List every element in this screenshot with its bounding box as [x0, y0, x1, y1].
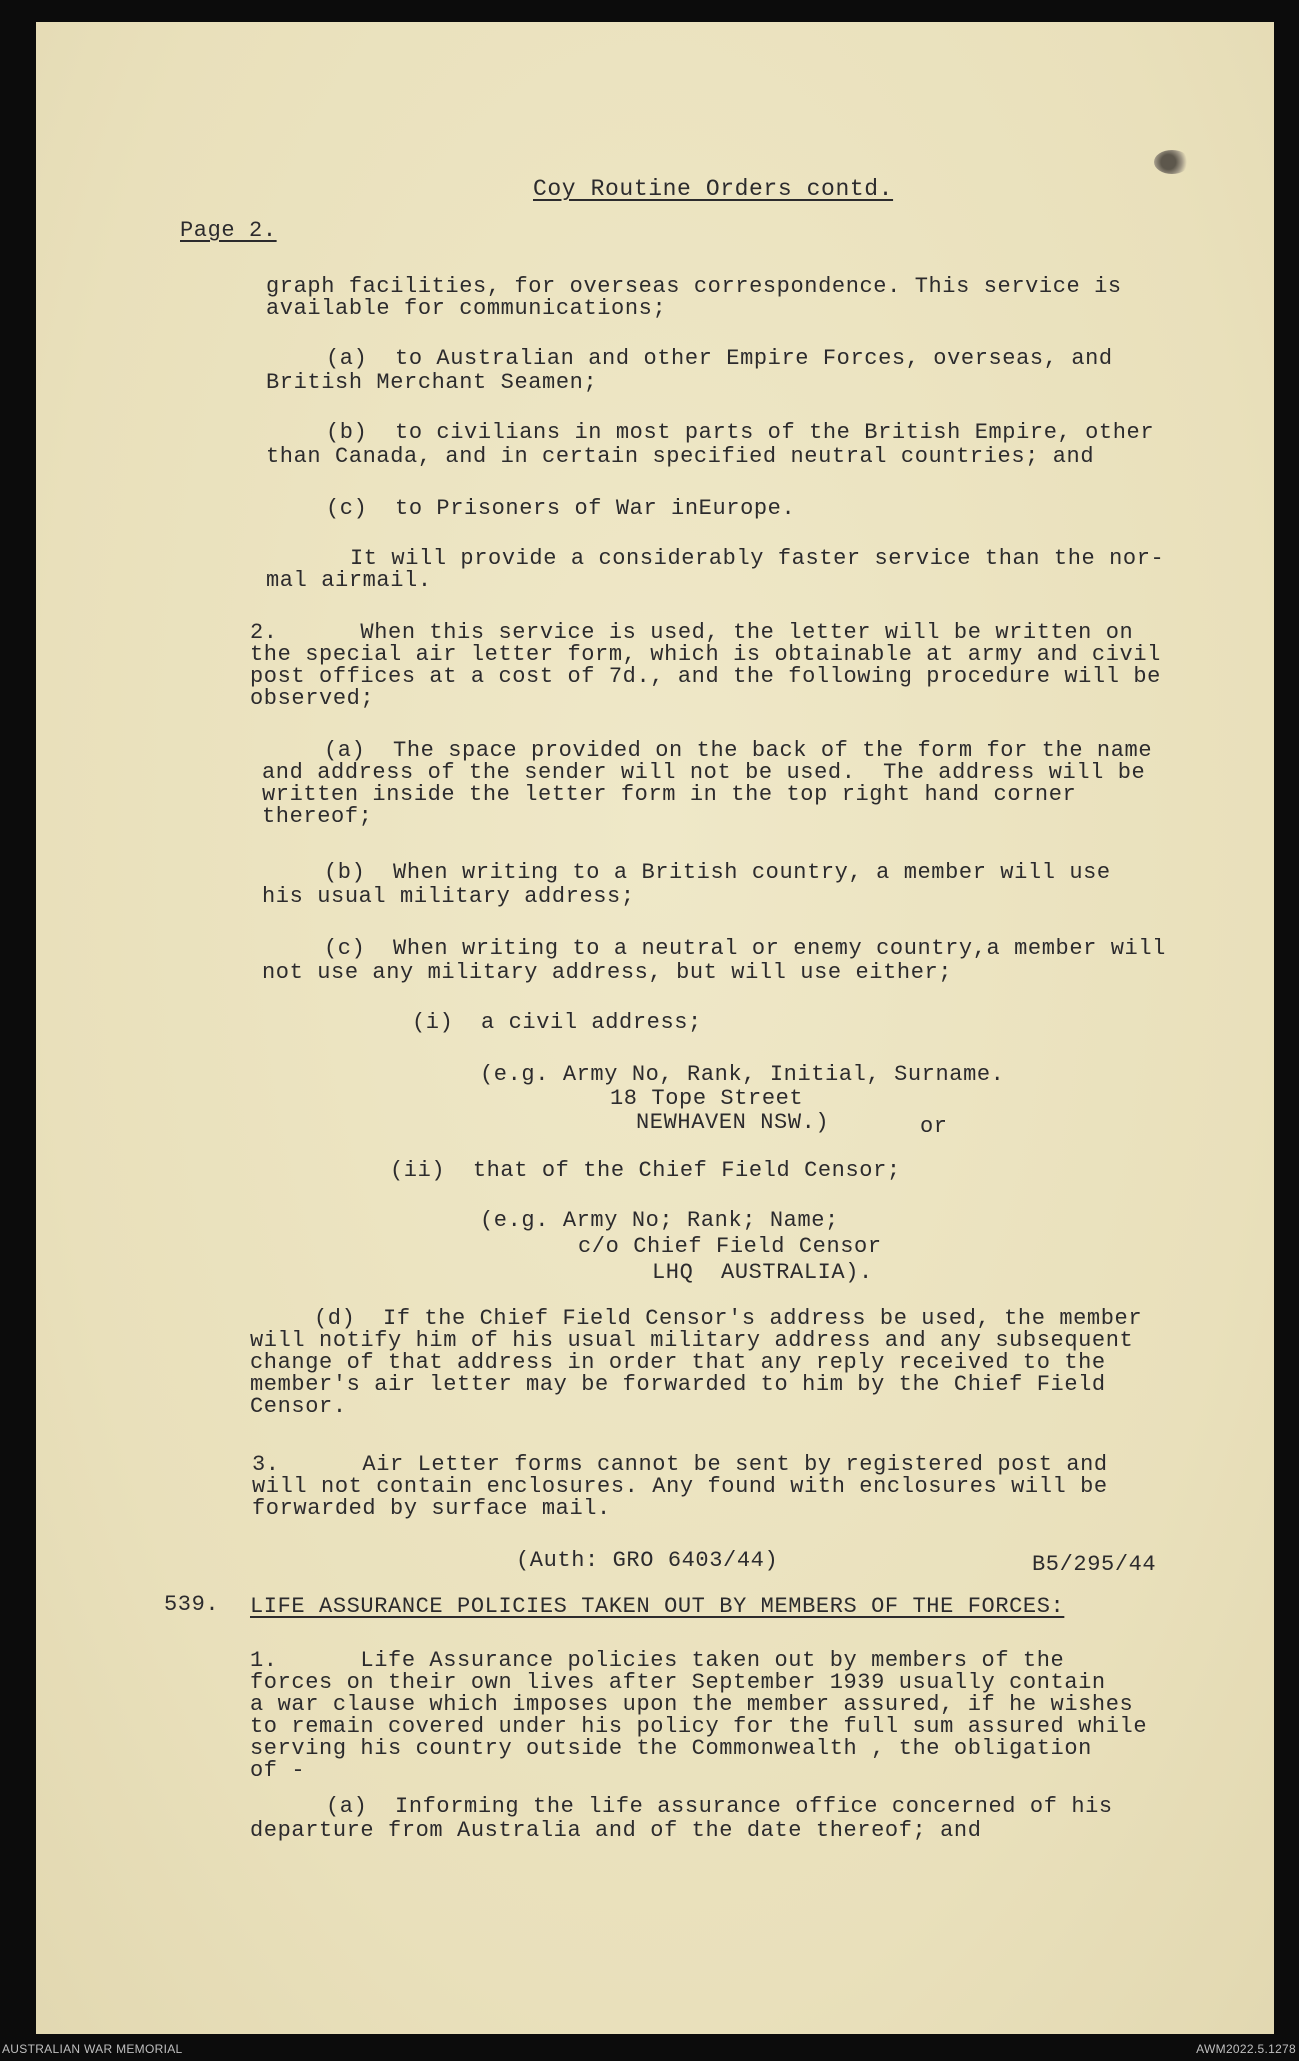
order-number: 539.	[164, 1592, 220, 1617]
text-line: 3. Air Letter forms cannot be sent by registered post and	[252, 1452, 1108, 1477]
text-line: LHQ AUSTRALIA).	[652, 1260, 873, 1285]
text-line: or	[920, 1114, 948, 1139]
authority-reference: (Auth: GRO 6403/44)	[516, 1548, 779, 1573]
text-line: a war clause which imposes upon the member assured, if he wishes	[250, 1692, 1134, 1717]
text-line: (a) Informing the life assurance office concerned of his	[326, 1794, 1113, 1819]
footer-archive-name: AUSTRALIAN WAR MEMORIAL	[2, 2042, 183, 2056]
file-reference: B5/295/44	[1032, 1552, 1157, 1577]
text-line: (ii) that of the Chief Field Censor;	[390, 1158, 901, 1183]
text-line: than Canada, and in certain specified neutral countries; and	[266, 444, 1095, 469]
section-heading: LIFE ASSURANCE POLICIES TAKEN OUT BY MEMBERS OF THE FORCES:	[250, 1594, 1065, 1619]
text-line: It will provide a considerably faster service than the nor-	[350, 546, 1165, 571]
text-line: thereof;	[262, 804, 373, 829]
text-line: (b) When writing to a British country, a member will use	[324, 860, 1111, 885]
footer-accession-number: AWM2022.5.1278	[1196, 2042, 1296, 2056]
text-line: of -	[250, 1758, 306, 1783]
text-line: (e.g. Army No; Rank; Name;	[480, 1208, 839, 1233]
text-line: forces on their own lives after September 1939 usually contain	[250, 1670, 1106, 1695]
text-line: (i) a civil address;	[412, 1010, 702, 1035]
text-line: departure from Australia and of the date thereof; and	[250, 1818, 982, 1843]
text-line: c/o Chief Field Censor	[578, 1234, 882, 1259]
text-line: will notify him of his usual military address and any subsequent	[250, 1328, 1134, 1353]
text-line: forwarded by surface mail.	[252, 1496, 611, 1521]
text-line: member's air letter may be forwarded to him by the Chief Field	[250, 1372, 1106, 1397]
text-line: observed;	[250, 686, 375, 711]
text-line: British Merchant Seamen;	[266, 370, 598, 395]
text-line: graph facilities, for overseas correspondence. This service is	[266, 274, 1122, 299]
text-line: available for communications;	[266, 296, 667, 321]
text-line: the special air letter form, which is obtainable at army and civil	[250, 642, 1161, 667]
page-label: Page 2.	[180, 218, 277, 243]
text-line: post offices at a cost of 7d., and the following procedure will be	[250, 664, 1161, 689]
text-line: serving his country outside the Commonwealth , the obligation	[250, 1736, 1092, 1761]
text-line: (c) to Prisoners of War inEurope.	[326, 496, 796, 521]
text-line: (e.g. Army No, Rank, Initial, Surname.	[480, 1062, 1005, 1087]
text-line: (a) The space provided on the back of the form for the name	[324, 738, 1153, 763]
text-line: and address of the sender will not be used. The address will be	[262, 760, 1146, 785]
text-line: to remain covered under his policy for the full sum assured while	[250, 1714, 1148, 1739]
text-line: Censor.	[250, 1394, 347, 1419]
text-line: (c) When writing to a neutral or enemy country,a member will	[324, 936, 1166, 961]
text-line: (d) If the Chief Field Censor's address be used, the member	[314, 1306, 1143, 1331]
paper-damage-mark	[1154, 150, 1190, 174]
text-line: written inside the letter form in the top right hand corner	[262, 782, 1077, 807]
text-line: 1. Life Assurance policies taken out by members of the	[250, 1648, 1065, 1673]
text-line: mal airmail.	[266, 568, 432, 593]
text-line: his usual military address;	[262, 884, 635, 909]
text-line: (b) to civilians in most parts of the British Empire, other	[326, 420, 1155, 445]
heading: Coy Routine Orders contd.	[533, 176, 894, 202]
text-line: NEWHAVEN NSW.)	[636, 1110, 830, 1135]
text-line: change of that address in order that any reply received to the	[250, 1350, 1106, 1375]
text-line: will not contain enclosures. Any found with enclosures will be	[252, 1474, 1108, 1499]
text-line: (a) to Australian and other Empire Forces, overseas, and	[326, 346, 1113, 371]
text-line: 18 Tope Street	[610, 1086, 804, 1111]
text-line: 2. When this service is used, the letter will be written on	[250, 620, 1134, 645]
text-line: not use any military address, but will use either;	[262, 960, 953, 985]
